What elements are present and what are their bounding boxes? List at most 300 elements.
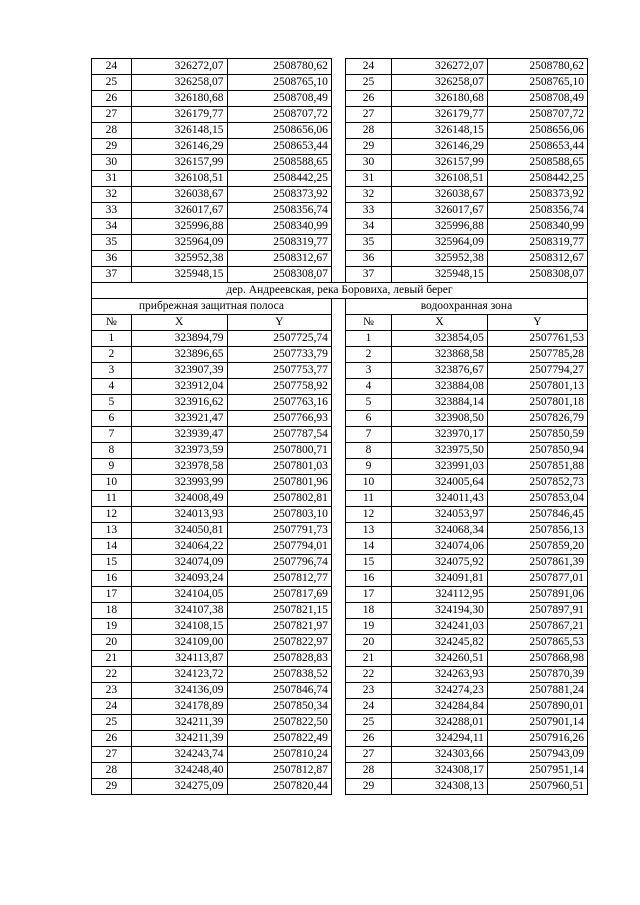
right-y-coordinate: 2507870,39 (487, 667, 587, 683)
left-point-number: 10 (92, 475, 132, 491)
left-y-coordinate: 2508340,99 (227, 219, 331, 235)
left-point-number: 35 (92, 235, 132, 251)
right-y-coordinate: 2507891,06 (487, 587, 587, 603)
right-x-coordinate: 324075,92 (392, 555, 488, 571)
right-x-coordinate: 324288,01 (392, 715, 488, 731)
table-row (92, 91, 588, 107)
left-point-number: 20 (92, 635, 132, 651)
column-gap (331, 651, 345, 667)
table-row (92, 475, 588, 491)
right-x-coordinate: 326108,51 (392, 171, 488, 187)
left-point-number: 25 (92, 75, 132, 91)
left-y-coordinate: 2507787,54 (227, 427, 331, 443)
column-gap (331, 475, 345, 491)
right-point-number: 17 (345, 587, 391, 603)
table-row (92, 763, 588, 779)
column-gap (331, 779, 345, 795)
right-x-coordinate: 325996,88 (392, 219, 488, 235)
right-y-coordinate: 2507859,20 (487, 539, 587, 555)
left-y-coordinate: 2507763,16 (227, 395, 331, 411)
column-gap (331, 411, 345, 427)
left-x-coordinate: 325948,15 (131, 267, 227, 283)
left-y-coordinate: 2507758,92 (227, 379, 331, 395)
left-y-coordinate: 2507812,87 (227, 763, 331, 779)
right-x-coordinate: 323884,14 (392, 395, 488, 411)
table-row (92, 667, 588, 683)
table-row (92, 731, 588, 747)
left-x-coordinate: 324050,81 (131, 523, 227, 539)
right-x-coordinate: 324091,81 (392, 571, 488, 587)
left-y-coordinate: 2507846,74 (227, 683, 331, 699)
left-x-coordinate: 324104,05 (131, 587, 227, 603)
left-point-number: 17 (92, 587, 132, 603)
left-point-number: 31 (92, 171, 132, 187)
section-title: дер. Андреевская, река Боровиха, левый берег (92, 283, 588, 299)
left-x-coordinate: 326108,51 (131, 171, 227, 187)
right-point-number: 15 (345, 555, 391, 571)
right-point-number: 10 (345, 475, 391, 491)
right-point-number: 25 (345, 75, 391, 91)
left-x-coordinate: 323916,62 (131, 395, 227, 411)
left-y-coordinate: 2507803,10 (227, 507, 331, 523)
right-point-number: 20 (345, 635, 391, 651)
table-row (92, 219, 588, 235)
table-row (92, 411, 588, 427)
left-x-coordinate: 325996,88 (131, 219, 227, 235)
left-x-coordinate: 324109,00 (131, 635, 227, 651)
left-point-number: 18 (92, 603, 132, 619)
left-x-coordinate: 324211,39 (131, 731, 227, 747)
right-y-coordinate: 2508442,25 (487, 171, 587, 187)
column-gap (331, 331, 345, 347)
right-point-number: 5 (345, 395, 391, 411)
right-x-coordinate: 325964,09 (392, 235, 488, 251)
right-x-coordinate: 326017,67 (392, 203, 488, 219)
table-row (92, 363, 588, 379)
right-point-number: 32 (345, 187, 391, 203)
column-gap (331, 299, 345, 315)
left-x-coordinate: 324064,22 (131, 539, 227, 555)
right-y-coordinate: 2508780,62 (487, 59, 587, 75)
left-x-coordinate: 324136,09 (131, 683, 227, 699)
right-y-coordinate: 2508708,49 (487, 91, 587, 107)
left-x-coordinate: 324008,49 (131, 491, 227, 507)
table-row (92, 635, 588, 651)
left-y-coordinate: 2507820,44 (227, 779, 331, 795)
left-y-coordinate: 2508656,06 (227, 123, 331, 139)
right-point-number: 29 (345, 779, 391, 795)
column-gap (331, 267, 345, 283)
left-point-number: 9 (92, 459, 132, 475)
right-x-coordinate: 326157,99 (392, 155, 488, 171)
table-row (92, 555, 588, 571)
right-point-number: 26 (345, 91, 391, 107)
table-row (92, 715, 588, 731)
right-y-coordinate: 2507826,79 (487, 411, 587, 427)
right-point-number: 18 (345, 603, 391, 619)
column-gap (331, 139, 345, 155)
table-row (92, 171, 588, 187)
right-point-number: 35 (345, 235, 391, 251)
left-point-number: 24 (92, 59, 132, 75)
left-x-coordinate: 324243,74 (131, 747, 227, 763)
left-y-coordinate: 2508308,07 (227, 267, 331, 283)
column-gap (331, 699, 345, 715)
right-num-header: № (345, 315, 391, 331)
section-title-row (92, 283, 588, 299)
right-point-number: 1 (345, 331, 391, 347)
right-point-number: 31 (345, 171, 391, 187)
right-y-coordinate: 2507897,91 (487, 603, 587, 619)
left-y-coordinate: 2507821,97 (227, 619, 331, 635)
table-row (92, 187, 588, 203)
left-x-coordinate: 326179,77 (131, 107, 227, 123)
left-point-number: 27 (92, 107, 132, 123)
left-x-coordinate: 324013,93 (131, 507, 227, 523)
left-y-coordinate: 2507801,96 (227, 475, 331, 491)
table-row (92, 603, 588, 619)
column-gap (331, 555, 345, 571)
column-gap (331, 187, 345, 203)
right-y-coordinate: 2508319,77 (487, 235, 587, 251)
left-y-coordinate: 2507821,15 (227, 603, 331, 619)
left-y-coordinate: 2507850,34 (227, 699, 331, 715)
left-x-coordinate: 326017,67 (131, 203, 227, 219)
column-gap (331, 491, 345, 507)
left-x-coordinate: 324211,39 (131, 715, 227, 731)
right-point-number: 9 (345, 459, 391, 475)
left-y-coordinate: 2507810,24 (227, 747, 331, 763)
column-gap (331, 459, 345, 475)
column-gap (331, 731, 345, 747)
left-y-coordinate: 2507822,50 (227, 715, 331, 731)
right-x-coordinate: 324308,17 (392, 763, 488, 779)
left-zone-title: прибрежная защитная полоса (92, 299, 332, 315)
left-point-number: 4 (92, 379, 132, 395)
right-y-coordinate: 2508340,99 (487, 219, 587, 235)
table-row (92, 651, 588, 667)
left-x-coordinate: 326148,15 (131, 123, 227, 139)
right-x-coordinate: 324245,82 (392, 635, 488, 651)
table-row (92, 379, 588, 395)
left-point-number: 8 (92, 443, 132, 459)
left-y-coordinate: 2507791,73 (227, 523, 331, 539)
right-x-coordinate: 324194,30 (392, 603, 488, 619)
table-row (92, 123, 588, 139)
table-row (92, 155, 588, 171)
left-x-coordinate: 324093,24 (131, 571, 227, 587)
right-x-coordinate: 324263,93 (392, 667, 488, 683)
left-point-number: 13 (92, 523, 132, 539)
right-y-coordinate: 2507856,13 (487, 523, 587, 539)
table-row (92, 251, 588, 267)
right-y-coordinate: 2507867,21 (487, 619, 587, 635)
left-y-coordinate: 2508708,49 (227, 91, 331, 107)
left-y-coordinate: 2507838,52 (227, 667, 331, 683)
right-point-number: 16 (345, 571, 391, 587)
table-row (92, 523, 588, 539)
left-y-coordinate: 2508653,44 (227, 139, 331, 155)
column-gap (331, 587, 345, 603)
right-y-coordinate: 2508373,92 (487, 187, 587, 203)
left-point-number: 1 (92, 331, 132, 347)
right-point-number: 2 (345, 347, 391, 363)
left-x-coordinate: 324113,87 (131, 651, 227, 667)
right-point-number: 30 (345, 155, 391, 171)
table-row (92, 683, 588, 699)
right-point-number: 27 (345, 107, 391, 123)
table-row (92, 779, 588, 795)
table-row (92, 235, 588, 251)
right-point-number: 37 (345, 267, 391, 283)
right-x-coordinate: 323975,50 (392, 443, 488, 459)
left-x-coordinate: 324275,09 (131, 779, 227, 795)
right-y-coordinate: 2507846,45 (487, 507, 587, 523)
column-gap (331, 571, 345, 587)
table-row (92, 427, 588, 443)
right-point-number: 25 (345, 715, 391, 731)
right-point-number: 7 (345, 427, 391, 443)
right-x-coordinate: 324274,23 (392, 683, 488, 699)
left-y-coordinate: 2507801,03 (227, 459, 331, 475)
right-y-coordinate: 2507801,13 (487, 379, 587, 395)
right-y-coordinate: 2507801,18 (487, 395, 587, 411)
left-y-coordinate: 2507766,93 (227, 411, 331, 427)
right-y-coordinate: 2507868,98 (487, 651, 587, 667)
right-point-number: 27 (345, 747, 391, 763)
left-x-coordinate: 326258,07 (131, 75, 227, 91)
right-x-coordinate: 323854,05 (392, 331, 488, 347)
left-y-coordinate: 2507822,49 (227, 731, 331, 747)
right-y-coordinate: 2508707,72 (487, 107, 587, 123)
left-x-coordinate: 324248,40 (131, 763, 227, 779)
left-y-coordinate: 2507725,74 (227, 331, 331, 347)
column-gap (331, 347, 345, 363)
left-y-header: Y (227, 315, 331, 331)
column-gap (331, 619, 345, 635)
left-y-coordinate: 2507800,71 (227, 443, 331, 459)
right-x-coordinate: 323908,50 (392, 411, 488, 427)
column-gap (331, 203, 345, 219)
left-point-number: 15 (92, 555, 132, 571)
coordinates-table (91, 58, 588, 795)
left-y-coordinate: 2508780,62 (227, 59, 331, 75)
left-point-number: 6 (92, 411, 132, 427)
table-row (92, 331, 588, 347)
right-point-number: 28 (345, 123, 391, 139)
table-row (92, 267, 588, 283)
right-x-coordinate: 324260,51 (392, 651, 488, 667)
right-y-coordinate: 2507916,26 (487, 731, 587, 747)
column-gap (331, 523, 345, 539)
left-y-coordinate: 2508373,92 (227, 187, 331, 203)
right-point-number: 6 (345, 411, 391, 427)
left-x-coordinate: 323939,47 (131, 427, 227, 443)
right-x-coordinate: 324241,03 (392, 619, 488, 635)
right-x-coordinate: 324068,34 (392, 523, 488, 539)
right-point-number: 12 (345, 507, 391, 523)
column-gap (331, 427, 345, 443)
left-point-number: 28 (92, 123, 132, 139)
right-y-coordinate: 2507861,39 (487, 555, 587, 571)
table-row (92, 75, 588, 91)
right-y-coordinate: 2507850,94 (487, 443, 587, 459)
right-x-coordinate: 326038,67 (392, 187, 488, 203)
bottom-rows-group (92, 331, 588, 795)
right-y-coordinate: 2507943,09 (487, 747, 587, 763)
left-x-coordinate: 323973,59 (131, 443, 227, 459)
right-x-coordinate: 326179,77 (392, 107, 488, 123)
left-x-coordinate: 326038,67 (131, 187, 227, 203)
column-gap (331, 395, 345, 411)
left-y-coordinate: 2508707,72 (227, 107, 331, 123)
column-gap (331, 635, 345, 651)
table-row (92, 747, 588, 763)
column-gap (331, 75, 345, 91)
left-x-coordinate: 323921,47 (131, 411, 227, 427)
table-row (92, 139, 588, 155)
right-point-number: 22 (345, 667, 391, 683)
table-row (92, 587, 588, 603)
left-point-number: 36 (92, 251, 132, 267)
left-x-coordinate: 324108,15 (131, 619, 227, 635)
right-point-number: 28 (345, 763, 391, 779)
column-gap (331, 379, 345, 395)
right-y-coordinate: 2508656,06 (487, 123, 587, 139)
right-y-coordinate: 2507960,51 (487, 779, 587, 795)
right-y-coordinate: 2508588,65 (487, 155, 587, 171)
right-y-coordinate: 2507852,73 (487, 475, 587, 491)
column-gap (331, 363, 345, 379)
right-point-number: 26 (345, 731, 391, 747)
column-gap (331, 539, 345, 555)
right-y-coordinate: 2507901,14 (487, 715, 587, 731)
right-y-coordinate: 2507761,53 (487, 331, 587, 347)
left-x-coordinate: 326272,07 (131, 59, 227, 75)
left-x-coordinate: 323978,58 (131, 459, 227, 475)
left-y-coordinate: 2507794,01 (227, 539, 331, 555)
column-gap (331, 683, 345, 699)
left-x-coordinate: 323993,99 (131, 475, 227, 491)
right-point-number: 4 (345, 379, 391, 395)
column-gap (331, 603, 345, 619)
left-y-coordinate: 2507812,77 (227, 571, 331, 587)
right-y-coordinate: 2508765,10 (487, 75, 587, 91)
left-point-number: 33 (92, 203, 132, 219)
left-y-coordinate: 2507828,83 (227, 651, 331, 667)
column-gap (331, 155, 345, 171)
right-x-coordinate: 323970,17 (392, 427, 488, 443)
right-y-coordinate: 2508653,44 (487, 139, 587, 155)
right-point-number: 11 (345, 491, 391, 507)
right-point-number: 8 (345, 443, 391, 459)
right-x-coordinate: 324005,64 (392, 475, 488, 491)
right-x-coordinate: 324074,06 (392, 539, 488, 555)
right-point-number: 21 (345, 651, 391, 667)
right-y-coordinate: 2507850,59 (487, 427, 587, 443)
left-x-header: X (131, 315, 227, 331)
table-row (92, 203, 588, 219)
right-point-number: 29 (345, 139, 391, 155)
right-x-coordinate: 323876,67 (392, 363, 488, 379)
table-row (92, 539, 588, 555)
right-y-coordinate: 2507794,27 (487, 363, 587, 379)
table-row (92, 459, 588, 475)
right-point-number: 19 (345, 619, 391, 635)
column-gap (331, 443, 345, 459)
right-point-number: 23 (345, 683, 391, 699)
left-point-number: 29 (92, 779, 132, 795)
right-y-coordinate: 2507890,01 (487, 699, 587, 715)
table-row (92, 59, 588, 75)
right-x-coordinate: 324112,95 (392, 587, 488, 603)
left-point-number: 22 (92, 667, 132, 683)
left-y-coordinate: 2507822,97 (227, 635, 331, 651)
column-gap (331, 667, 345, 683)
left-y-coordinate: 2507802,81 (227, 491, 331, 507)
right-point-number: 24 (345, 699, 391, 715)
column-gap (331, 251, 345, 267)
right-x-coordinate: 325952,38 (392, 251, 488, 267)
left-x-coordinate: 326180,68 (131, 91, 227, 107)
left-x-coordinate: 326146,29 (131, 139, 227, 155)
left-x-coordinate: 324178,89 (131, 699, 227, 715)
column-gap (331, 219, 345, 235)
right-point-number: 13 (345, 523, 391, 539)
left-y-coordinate: 2508442,25 (227, 171, 331, 187)
left-x-coordinate: 324123,72 (131, 667, 227, 683)
left-y-coordinate: 2507733,79 (227, 347, 331, 363)
right-point-number: 24 (345, 59, 391, 75)
right-y-header: Y (487, 315, 587, 331)
left-point-number: 25 (92, 715, 132, 731)
right-point-number: 34 (345, 219, 391, 235)
left-x-coordinate: 324107,38 (131, 603, 227, 619)
left-x-coordinate: 323912,04 (131, 379, 227, 395)
right-x-coordinate: 324308,13 (392, 779, 488, 795)
right-y-coordinate: 2507851,88 (487, 459, 587, 475)
left-num-header: № (92, 315, 132, 331)
left-point-number: 14 (92, 539, 132, 555)
right-x-coordinate: 324303,66 (392, 747, 488, 763)
left-y-coordinate: 2507796,74 (227, 555, 331, 571)
right-x-coordinate: 324053,97 (392, 507, 488, 523)
left-y-coordinate: 2507817,69 (227, 587, 331, 603)
column-gap (331, 171, 345, 187)
left-x-coordinate: 326157,99 (131, 155, 227, 171)
right-x-header: X (392, 315, 488, 331)
right-y-coordinate: 2507853,04 (487, 491, 587, 507)
zone-titles-row (92, 299, 588, 315)
left-x-coordinate: 325964,09 (131, 235, 227, 251)
right-x-coordinate: 326148,15 (392, 123, 488, 139)
left-point-number: 16 (92, 571, 132, 587)
table-row (92, 491, 588, 507)
left-y-coordinate: 2508765,10 (227, 75, 331, 91)
right-y-coordinate: 2507951,14 (487, 763, 587, 779)
table-row (92, 619, 588, 635)
column-gap (331, 763, 345, 779)
column-gap (331, 715, 345, 731)
right-y-coordinate: 2508308,07 (487, 267, 587, 283)
right-y-coordinate: 2507785,28 (487, 347, 587, 363)
right-zone-title: водоохранная зона (345, 299, 587, 315)
right-x-coordinate: 323991,03 (392, 459, 488, 475)
left-point-number: 26 (92, 731, 132, 747)
left-x-coordinate: 323894,79 (131, 331, 227, 347)
right-x-coordinate: 324284,84 (392, 699, 488, 715)
right-point-number: 33 (345, 203, 391, 219)
